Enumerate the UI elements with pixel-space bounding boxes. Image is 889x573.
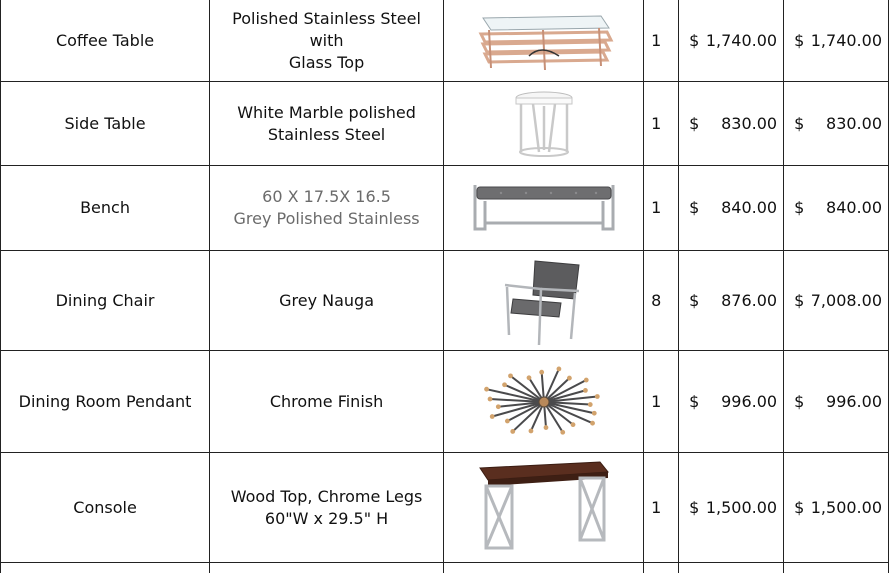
pendant-bulb bbox=[484, 386, 489, 391]
item-name: Dining Room Pendant bbox=[1, 351, 210, 453]
description-line: Grey Polished Stainless bbox=[233, 209, 420, 228]
item-description bbox=[210, 0, 444, 82]
currency-symbol: $ bbox=[794, 290, 805, 310]
pendant-bulb bbox=[539, 369, 544, 374]
unit-price bbox=[679, 82, 784, 166]
empty-cell bbox=[444, 563, 644, 573]
line-total-value: 996.00 bbox=[826, 391, 882, 411]
currency-symbol: $ bbox=[689, 290, 700, 310]
pendant-bulb bbox=[510, 429, 515, 434]
line-total bbox=[784, 166, 889, 251]
pendant-bulb bbox=[590, 420, 595, 425]
currency-symbol: $ bbox=[689, 113, 700, 133]
unit-price bbox=[679, 251, 784, 351]
item-name: Console bbox=[1, 453, 210, 563]
table-row bbox=[1, 251, 889, 351]
item-name: Coffee Table bbox=[1, 0, 210, 82]
pendant-bulb bbox=[508, 373, 513, 378]
unit-price-value: 830.00 bbox=[721, 113, 778, 133]
item-image-cell bbox=[444, 351, 644, 453]
item-image-cell bbox=[444, 0, 644, 82]
empty-cell bbox=[679, 563, 784, 573]
table-row bbox=[1, 166, 889, 251]
item-quantity: 1 bbox=[644, 82, 679, 166]
currency-symbol: $ bbox=[689, 198, 700, 217]
description-line: Chrome Finish bbox=[269, 391, 384, 411]
item-description bbox=[210, 166, 444, 251]
item-image-cell bbox=[444, 166, 644, 251]
line-total bbox=[784, 453, 889, 563]
description-line: 60 X 17.5X 16.5 bbox=[262, 187, 391, 206]
currency-symbol: $ bbox=[794, 30, 805, 50]
item-name: Dining Chair bbox=[1, 251, 210, 351]
currency-symbol: $ bbox=[794, 391, 805, 411]
unit-price-value: 1,500.00 bbox=[705, 497, 778, 517]
table-row-partial bbox=[1, 563, 889, 573]
pendant-bulb bbox=[543, 425, 548, 430]
table-row bbox=[1, 351, 889, 453]
currency-symbol: $ bbox=[794, 113, 805, 133]
empty-cell bbox=[210, 563, 444, 573]
pendant-bulb bbox=[560, 429, 565, 434]
pendant-bulb bbox=[502, 382, 507, 387]
empty-cell bbox=[784, 563, 889, 573]
currency-symbol: $ bbox=[689, 497, 700, 517]
pendant-bulb bbox=[526, 375, 531, 380]
item-description bbox=[210, 453, 444, 563]
description-line: Polished Stainless Steel with bbox=[232, 8, 421, 50]
currency-symbol: $ bbox=[689, 391, 700, 411]
item-quantity: 1 bbox=[644, 0, 679, 82]
item-image-cell bbox=[444, 453, 644, 563]
dining-chair-image bbox=[501, 255, 587, 347]
item-quantity: 1 bbox=[644, 351, 679, 453]
item-quantity: 1 bbox=[644, 166, 679, 251]
pendant-bulb bbox=[588, 402, 593, 407]
description-line: White Marble polished bbox=[237, 102, 416, 122]
item-description bbox=[210, 251, 444, 351]
description-line: Glass Top bbox=[288, 52, 365, 72]
currency-symbol: $ bbox=[794, 198, 805, 217]
table-row bbox=[1, 82, 889, 166]
table-row bbox=[1, 0, 889, 82]
currency-symbol: $ bbox=[794, 497, 805, 517]
pendant-bulb bbox=[583, 387, 588, 392]
item-quantity: 1 bbox=[644, 453, 679, 563]
pendant-bulb bbox=[496, 404, 501, 409]
item-image-cell bbox=[444, 251, 644, 351]
unit-price bbox=[679, 166, 784, 251]
unit-price bbox=[679, 453, 784, 563]
line-total bbox=[784, 82, 889, 166]
pendant-bulb bbox=[528, 428, 533, 433]
description-line: 60"W x 29.5" H bbox=[264, 508, 389, 528]
line-total-value: 7,008.00 bbox=[810, 290, 882, 310]
line-total-value: 1,740.00 bbox=[810, 30, 882, 50]
item-description bbox=[210, 351, 444, 453]
description-line: Grey Nauga bbox=[279, 290, 374, 310]
console-image bbox=[476, 460, 612, 556]
currency-symbol: $ bbox=[689, 30, 700, 50]
description-line: Stainless Steel bbox=[267, 124, 386, 144]
pendant-bulb bbox=[584, 377, 589, 382]
pendant-bulb bbox=[556, 366, 561, 371]
unit-price-value: 1,740.00 bbox=[705, 30, 778, 50]
pendant-bulb bbox=[595, 394, 600, 399]
line-total-value: 1,500.00 bbox=[810, 497, 882, 517]
line-total bbox=[784, 351, 889, 453]
unit-price-value: 876.00 bbox=[721, 290, 778, 310]
unit-price-value: 840.00 bbox=[721, 198, 778, 217]
pendant-image bbox=[474, 360, 614, 444]
empty-cell bbox=[1, 563, 210, 573]
item-image-cell bbox=[444, 82, 644, 166]
coffee-table-image bbox=[469, 8, 619, 74]
item-name: Side Table bbox=[1, 82, 210, 166]
unit-price bbox=[679, 0, 784, 82]
line-total bbox=[784, 0, 889, 82]
pendant-bulb bbox=[487, 396, 492, 401]
table-row bbox=[1, 453, 889, 563]
pendant-bulb bbox=[505, 418, 510, 423]
pendant-bulb bbox=[567, 375, 572, 380]
pendant-bulb bbox=[592, 410, 597, 415]
line-total-value: 830.00 bbox=[826, 113, 882, 133]
pendant-bulb bbox=[570, 422, 575, 427]
empty-cell bbox=[644, 563, 679, 573]
bench-image bbox=[471, 179, 617, 237]
unit-price bbox=[679, 351, 784, 453]
pendant-bulb bbox=[489, 414, 494, 419]
line-total-value: 840.00 bbox=[826, 198, 882, 217]
line-total bbox=[784, 251, 889, 351]
item-description bbox=[210, 82, 444, 166]
side-table-image bbox=[509, 88, 579, 160]
item-name: Bench bbox=[1, 166, 210, 251]
item-quantity: 8 bbox=[644, 251, 679, 351]
unit-price-value: 996.00 bbox=[721, 391, 778, 411]
description-line: Wood Top, Chrome Legs bbox=[230, 486, 423, 506]
